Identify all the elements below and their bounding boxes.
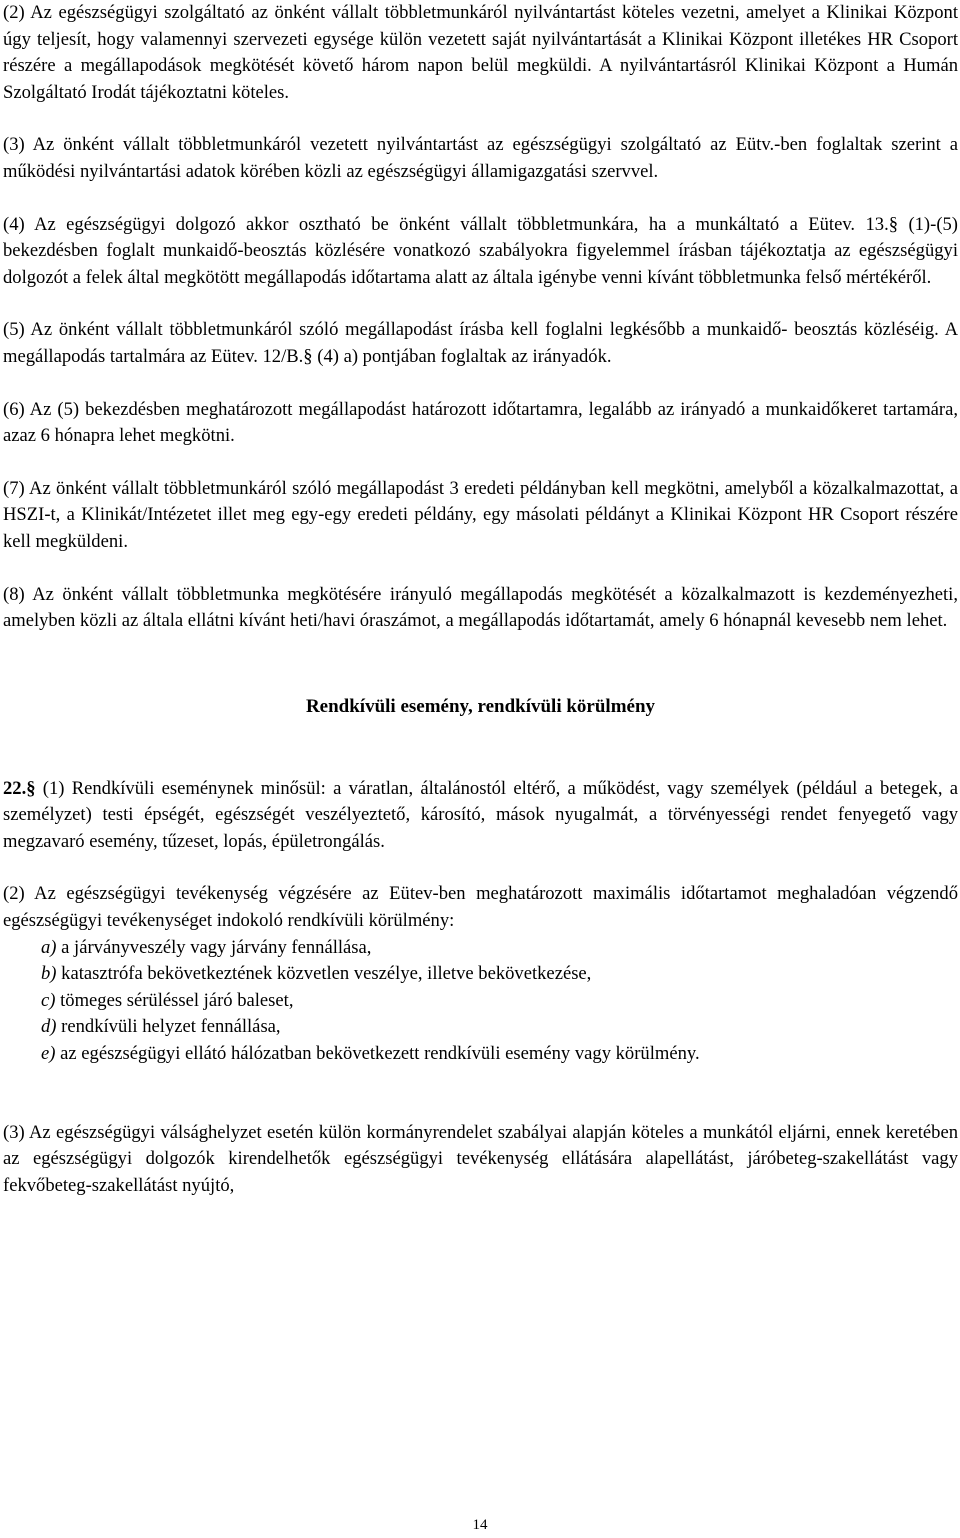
circumstance-list — [3, 935, 958, 1068]
list-item — [3, 935, 958, 962]
paragraph-8: (8) Az önként vállalt többletmunka megkötésére irányuló megállapodás megkötését a közalkalmazott is kezdeményezheti, amelyben közli az általa ellátni kívánt heti/havi óraszámot, a megállapodás időtartamát, amely 6 hónapnál kevesebb nem lehet. — [3, 583, 958, 632]
paragraph-7: (7) Az önként vállalt többletmunkáról szóló megállapodást 3 eredeti példányban kell megkötni, amelyből a közalkalmazottat, a HSZI-t, a Klinikát/Intézetet illet meg egy-egy eredeti példány, egy másolati példányt a Klinikai Központ HR Csoport részére kell megküldeni. — [3, 477, 958, 552]
paragraph-6: (6) Az (5) bekezdésben meghatározott megállapodást határozott időtartamra, legalább az irányadó a munkaidőkeret tartamára, azaz 6 hónapra lehet megkötni. — [3, 398, 958, 447]
list-item-letter: a) — [41, 936, 57, 958]
list-item-letter: d) — [41, 1016, 57, 1038]
list-item-text: tömeges sérüléssel járó baleset, — [60, 989, 294, 1011]
list-item — [3, 961, 958, 988]
document-page — [3, 0, 958, 1199]
page-number: 14 — [472, 1517, 488, 1533]
list-item — [3, 1041, 958, 1068]
section-22-paragraph-1-text: (1) Rendkívüli eseménynek minősül: a váratlan, általánostól eltérő, a működést, vagy személyek (például a betegek, a személyzet) testi épségét, egészségét veszélyeztető, károsító, mások nyugalmát, a törvényességi rendet fenyegető vagy megzavaró esemény, tűzeset, lopás, épületrongálás. — [3, 777, 958, 852]
list-item-text: a járványveszély vagy járvány fennállása, — [61, 936, 372, 958]
section-22-paragraph-1 — [3, 776, 958, 856]
list-item-text: az egészségügyi ellátó hálózatban bekövetkezett rendkívüli esemény vagy körülmény. — [60, 1043, 700, 1065]
paragraph-5: (5) Az önként vállalt többletmunkáról szóló megállapodást írásba kell foglalni legkésőbb a munkaidő- beosztás közléséig. A megállapodás tartalmára az Eütev. 12/B.§ (4) a) pontjában foglaltak az irányadók. — [3, 319, 958, 367]
paragraph-2: (2) Az egészségügyi szolgáltató az önként vállalt többletmunkáról nyilvántartást köteles vezetni, amelyet a Klinikai Központ úgy teljesít, hogy valamennyi szervezeti egysége külön vezetett saját nyilvántartását a Klinikai Központ illetékes HR Csoport részére a megállapodások megkötését követő három napon belül megküldi. A nyilvántartásról Klinikai Központ a Humán Szolgáltató Irodát tájékoztatni köteles. — [3, 2, 958, 103]
paragraph-4: (4) Az egészségügyi dolgozó akkor osztható be önként vállalt többletmunkára, ha a munkáltató a Eütev. 13.§ (1)-(5) bekezdésben foglalt munkaidő-beosztás közlésére vonatkozó szabályokra figyelemmel írásban tájékoztatja az egészségügyi dolgozót a felek által megkötött megállapodás időtartama alatt az általa igénybe venni kívánt többletmunka felső mértékéről. — [3, 213, 958, 288]
section-heading: Rendkívüli esemény, rendkívüli körülmény — [305, 695, 656, 717]
paragraph-3: (3) Az önként vállalt többletmunkáról vezetett nyilvántartást az egészségügyi szolgáltató az Eütv.-ben foglaltak szerint a működési nyilvántartási adatok körében közli az egészségügyi államigazgatási szervvel. — [3, 134, 958, 182]
section-22-paragraph-2: (2) Az egészségügyi tevékenység végzésére az Eütev-ben meghatározott maximális időtartamot meghaladóan végzendő egészségügyi tevékenységet indokoló rendkívüli körülmény: — [3, 883, 958, 932]
list-item-letter: b) — [41, 963, 57, 985]
list-item-letter: e) — [41, 1043, 56, 1065]
list-item-text: katasztrófa bekövetkeztének közvetlen veszélye, illetve bekövetkezése, — [61, 963, 592, 985]
section-number: 22.§ — [3, 777, 36, 799]
list-item-letter: c) — [41, 989, 56, 1011]
list-item-text: rendkívüli helyzet fennállása, — [61, 1016, 281, 1038]
list-item — [3, 1014, 958, 1041]
list-item — [3, 988, 958, 1015]
section-22-paragraph-3: (3) Az egészségügyi válsághelyzet esetén külön kormányrendelet szabályai alapján köteles a munkától eljárni, ennek keretében az egészségügyi dolgozók kirendelhetők egészségügyi tevékenység ellátására alapellátást, járóbeteg-szakellátást vagy fekvőbeteg-szakellátást nyújtó, — [3, 1121, 958, 1196]
